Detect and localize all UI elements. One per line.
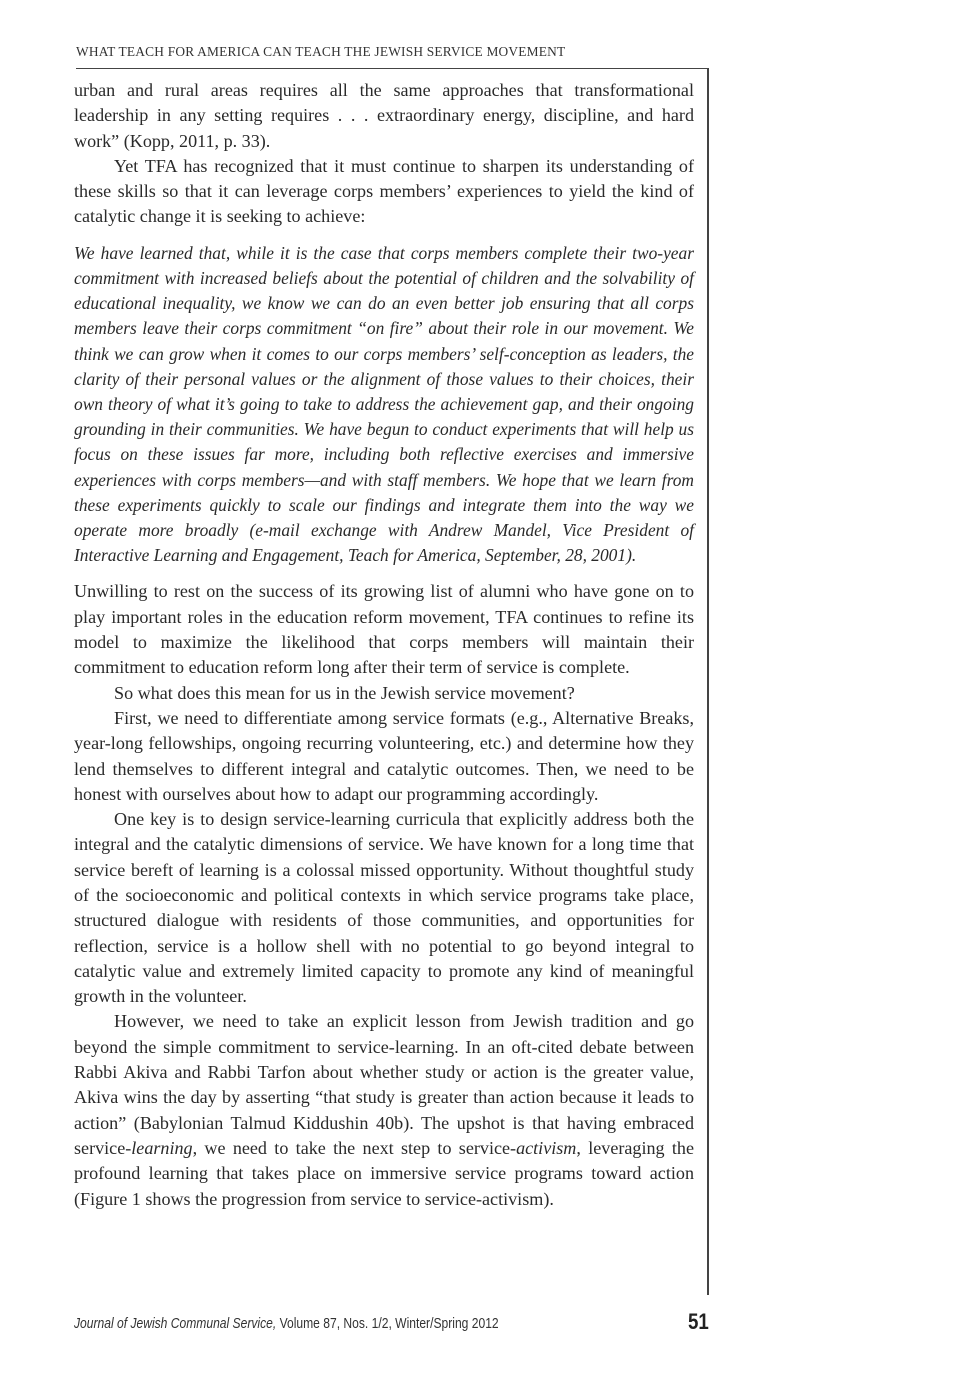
page-number: 51: [688, 1309, 709, 1334]
paragraph-7-part-b: , we need to take the next step to service-: [192, 1137, 517, 1158]
block-quote: We have learned that, while it is the case that corps members complete their two-year commitment with increased beliefs about the potential of children and the solvability of educational inequality, we know we can do an even better job ensuring that all corps members leave their corps commitment “on fire” about their role in our movement. We think we can grow when it comes to our corps members’ self-conception as leaders, the clarity of their personal values or the alignment of those values to their choices, their own theory of what it’s going to take to address the achievement gap, and their ongoing grounding in their communities. We have begun to conduct experiments that will help us focus on these issues far more, including both reflective exercises and immersive experiences with corps members—and with staff members. We hope that we learn from these experiments quickly to scale our findings and integrate them into the way we operate more broadly (e-mail exchange with Andrew Mandel, Vice President of Interactive Learning and Engagement, Teach for America, September, 28, 2001).: [74, 242, 694, 566]
paragraph-1: urban and rural areas requires all the same approaches that transformational leadership in any setting requires . . . extraordinary energy, discipline, and hard work” (Kopp, 2011, p. 33).: [74, 80, 694, 151]
running-head: WHAT TEACH FOR AMERICA CAN TEACH THE JEWISH SERVICE MOVEMENT: [76, 44, 566, 59]
paragraph-5: First, we need to differentiate among service formats (e.g., Alternative Breaks, year-long fellowships, ongoing recurring volunteering, etc.) and determine how they lend themselves to different integral and catalytic outcomes. Then, we need to be honest with ourselves about how to adapt our programming accordingly.: [74, 707, 694, 804]
top-rule: [76, 68, 708, 69]
paragraph-2: Yet TFA has recognized that it must continue to sharpen its understanding of these skills so that it can leverage corps members’ experiences to yield the kind of catalytic change it is seeking to achieve:: [74, 155, 694, 227]
paragraph-7: [74, 1009, 694, 1211]
side-rule: [707, 68, 709, 1295]
footer-citation: [74, 1316, 499, 1332]
article-body: [74, 78, 694, 1212]
paragraph-7-part-a: However, we need to take an explicit lesson from Jewish tradition and go beyond the simple commitment to service-learning. In an oft-cited debate between Rabbi Akiva and Rabbi Tarfon about whether study or action is the greater value, Akiva wins the day by asserting “that study is greater than action because it leads to action” (Babylonian Talmud Kiddushin 40b). The upshot is that having embraced service-: [74, 1011, 694, 1158]
journal-title: Journal of Jewish Communal Service,: [74, 1316, 277, 1332]
journal-issue: Volume 87, Nos. 1/2, Winter/Spring 2012: [276, 1316, 499, 1332]
paragraph-7-part-c: , leveraging the profound learning that takes place on immersive service programs toward action (Figure 1 shows the progression from service to service-activism).: [74, 1137, 694, 1209]
paragraph-4: So what does this mean for us in the Jewish service movement?: [114, 682, 575, 703]
emphasis-activism: activism: [516, 1137, 577, 1158]
emphasis-learning: learning: [131, 1137, 193, 1158]
paragraph-3: Unwilling to rest on the success of its growing list of alumni who have gone on to play important roles in the education reform movement, TFA continues to refine its model to maximize the likelihood that corps members will maintain their commitment to education reform long after their term of service is complete.: [74, 581, 694, 678]
paragraph-6: One key is to design service-learning curricula that explicitly address both the integral and the catalytic dimensions of service. We have known for a long time that service bereft of learning is a colossal missed opportunity. Without thoughtful study of the socioeconomic and political contexts in which service programs take place, structured dialogue with residents of those communities, and opportunities for reflection, service is a hollow shell with no potential to go beyond integral to catalytic value and extremely limited capacity to promote any kind of meaningful growth in the volunteer.: [74, 809, 694, 1007]
